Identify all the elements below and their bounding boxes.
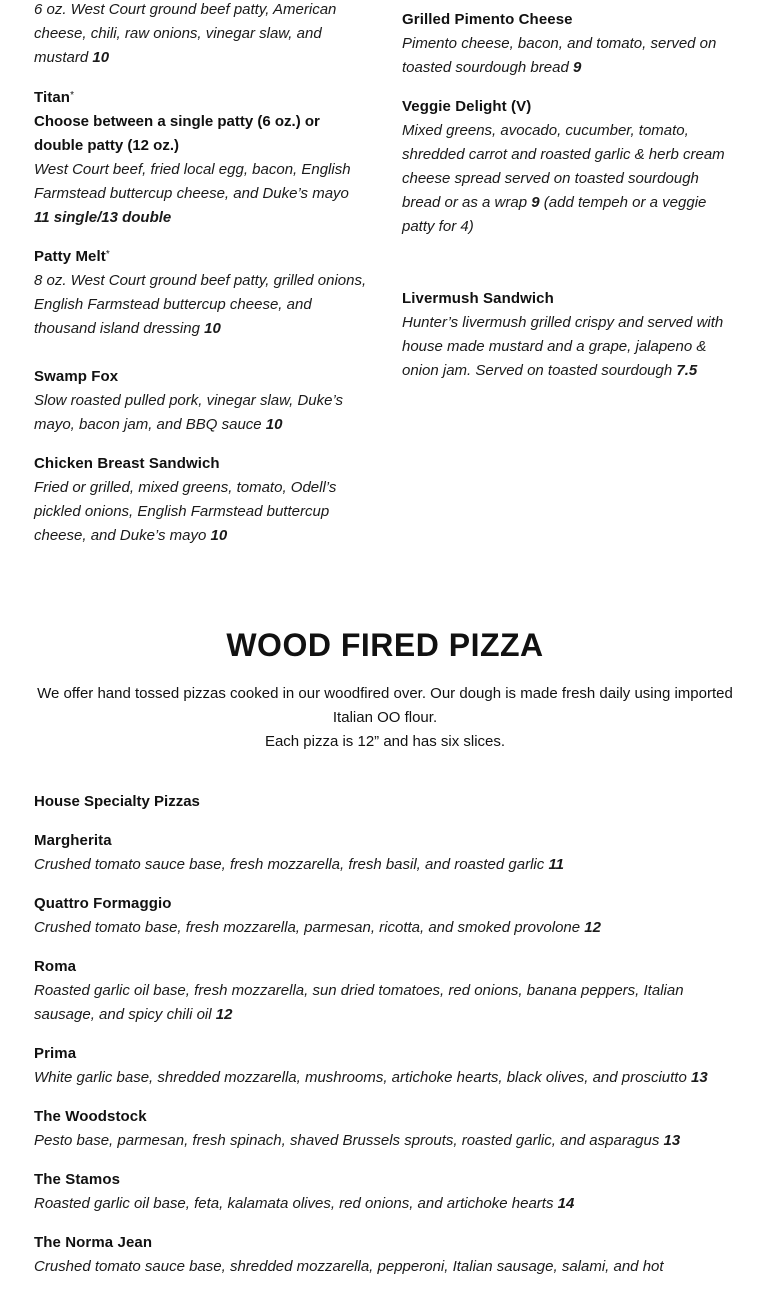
- menu-item: [34, 829, 736, 877]
- subsection-heading: House Specialty Pizzas: [34, 793, 200, 810]
- item-name: Quattro Formaggio: [34, 895, 172, 912]
- menu-item: [34, 892, 736, 940]
- section-title: WOOD FIRED PIZZA: [226, 627, 544, 663]
- item-description: Mixed greens, avocado, cucumber, tomato, shredded carrot and roasted garlic & herb cream cheese spread served on toasted sourdough bread or as a wrap 9 (add tempeh or a veggie patty for 4): [402, 122, 725, 235]
- item-description: Crushed tomato sauce base, fresh mozzarella, fresh basil, and roasted garlic 11: [34, 856, 565, 873]
- item-price: 11: [548, 856, 565, 873]
- item-name: The Norma Jean: [34, 1234, 153, 1251]
- item-price: 10: [210, 527, 228, 544]
- menu-item: [34, 955, 736, 1027]
- item-price: 7.5: [676, 362, 698, 379]
- item-price: 12: [584, 919, 601, 936]
- item-price: 10: [92, 49, 110, 66]
- item-name: Margherita: [34, 832, 112, 849]
- asterisk-mark: *: [105, 249, 110, 260]
- item-price: 9: [572, 59, 582, 76]
- pizza-section: [0, 620, 770, 1275]
- item-description: Fried or grilled, mixed greens, tomato, Odell’s pickled onions, English Farmstead buttercup cheese, and Duke’s mayo 10: [34, 479, 337, 544]
- item-price: 10: [265, 416, 283, 433]
- item-description: West Court beef, fried local egg, bacon, English Farmstead buttercup cheese, and Duke’s mayo 11 single/13 double: [34, 161, 351, 226]
- menu-item: [34, 1168, 736, 1216]
- menu-item: [402, 95, 736, 239]
- item-price: 9: [531, 194, 540, 211]
- item-price: 10: [204, 320, 221, 337]
- menu-item: [34, 1105, 736, 1153]
- item-name: The Stamos: [34, 1171, 121, 1188]
- menu-item: [34, 1231, 736, 1279]
- item-name: Prima: [34, 1045, 77, 1062]
- item-description: Crushed tomato sauce base, shredded mozzarella, pepperoni, Italian sausage, salami, and hot: [34, 1258, 664, 1275]
- item-description: Slow roasted pulled pork, vinegar slaw, Duke’s mayo, bacon jam, and BBQ sauce 10: [34, 392, 344, 433]
- item-name: Chicken Breast Sandwich: [34, 455, 220, 472]
- item-description: 6 oz. West Court ground beef patty, American cheese, chili, raw onions, vinegar slaw, and mustard 10: [34, 1, 337, 66]
- intro-line: Each pizza is 12” and has six slices.: [264, 733, 506, 750]
- item-description: Hunter’s livermush grilled crispy and served with house made mustard and a grape, jalapeno & onion jam. Served on toasted sourdough 7.5: [402, 314, 724, 379]
- item-description: Roasted garlic oil base, feta, kalamata olives, red onions, and artichoke hearts 14: [34, 1195, 575, 1212]
- item-option-note: Choose between a single patty (6 oz.) or double patty (12 oz.): [34, 113, 320, 154]
- menu-item: [402, 8, 736, 80]
- item-price: 11 single/13 double: [34, 209, 172, 226]
- item-name: Livermush Sandwich: [402, 290, 554, 307]
- menu-item: [34, 0, 369, 70]
- item-name: Titan*: [34, 89, 75, 106]
- menu-item: [34, 365, 369, 437]
- item-description: Roasted garlic oil base, fresh mozzarella, sun dried tomatoes, red onions, banana peppers, Italian sausage, and spicy chili oil 12: [34, 982, 684, 1023]
- menu-item: [34, 245, 369, 341]
- section-intro: [35, 682, 735, 754]
- menu-item: [34, 452, 369, 548]
- item-addon-note: (add tempeh or a veggie patty for 4): [402, 194, 707, 235]
- item-description: Crushed tomato base, fresh mozzarella, parmesan, ricotta, and smoked provolone 12: [34, 919, 601, 936]
- item-description: White garlic base, shredded mozzarella, mushrooms, artichoke hearts, black olives, and prosciutto 13: [34, 1069, 708, 1086]
- menu-item: [34, 86, 369, 230]
- item-price: 13: [690, 1069, 708, 1086]
- item-name: The Woodstock: [34, 1108, 147, 1125]
- item-price: 13: [663, 1132, 681, 1149]
- asterisk-mark: *: [70, 90, 75, 101]
- item-description: Pimento cheese, bacon, and tomato, served on toasted sourdough bread 9: [402, 35, 717, 76]
- menu-item: [34, 1042, 736, 1090]
- item-name: Grilled Pimento Cheese: [402, 11, 573, 28]
- item-description: Pesto base, parmesan, fresh spinach, shaved Brussels sprouts, roasted garlic, and asparagus 13: [34, 1132, 681, 1149]
- pizza-list: [34, 790, 736, 1290]
- item-name: Veggie Delight (V): [402, 98, 532, 115]
- item-name: Swamp Fox: [34, 368, 119, 385]
- menu-item: [402, 287, 736, 383]
- item-name: Patty Melt*: [34, 248, 110, 265]
- item-description: 8 oz. West Court ground beef patty, grilled onions, English Farmstead buttercup cheese, and thousand island dressing 10: [34, 272, 367, 337]
- item-price: 12: [215, 1006, 233, 1023]
- item-price: 14: [557, 1195, 575, 1212]
- intro-line: We offer hand tossed pizzas cooked in our woodfired over. Our dough is made fresh daily using imported Italian OO flour.: [37, 685, 733, 726]
- item-name: Roma: [34, 958, 77, 975]
